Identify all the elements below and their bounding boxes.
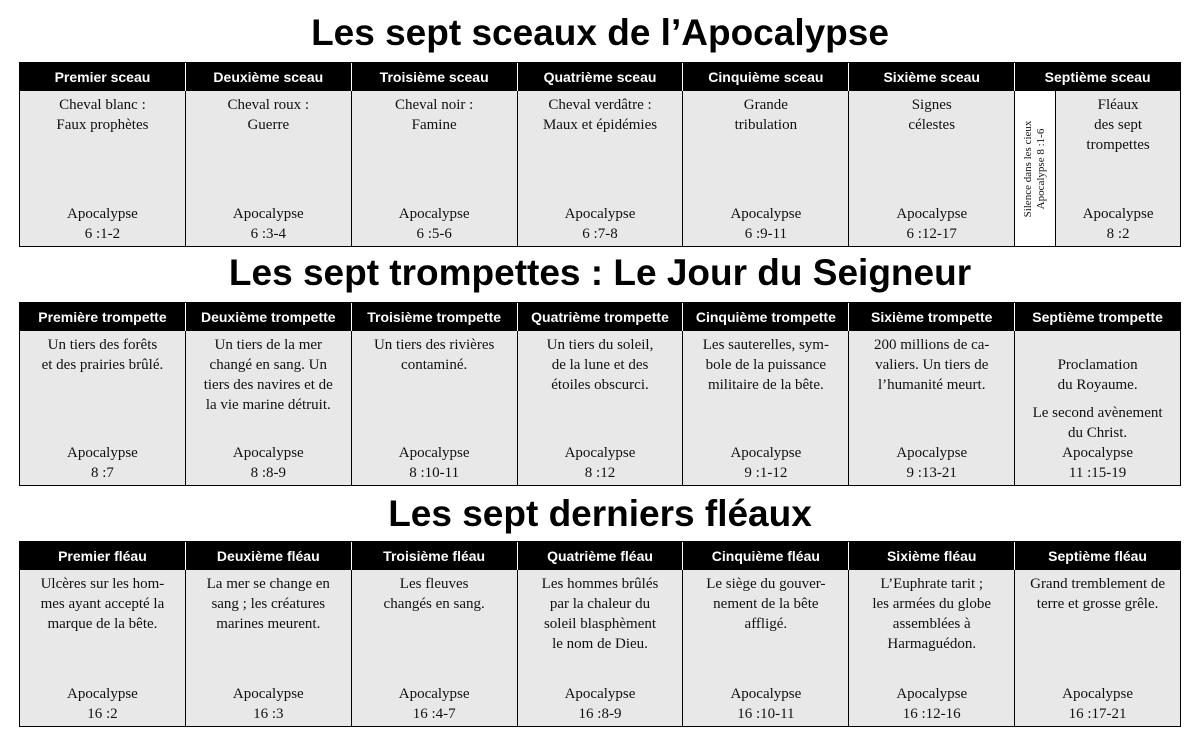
plague-cell [352,570,518,727]
trumpet-description: Un tiers des rivières contaminé. [373,337,495,373]
plague-cell [849,570,1015,727]
seal-description: Cheval blanc : Faux prophètes [56,97,149,133]
trumpets-title: Les sept trompettes : Le Jour du Seigneur [228,252,972,293]
trumpet-cell [186,331,352,486]
trumpet-cell [683,331,849,486]
plague-description: Le siège du gouver- nement de la bête affligé. [706,576,826,632]
trumpets-body-row [20,331,1181,486]
trumpets-header-row [20,303,1181,331]
seal-header: Septième sceau [1015,63,1181,91]
trumpet-description: Un tiers des forêts et des prairies brûlé. [41,337,164,373]
plague-description: Les fleuves changés en sang. [383,576,485,612]
plague-description: Les hommes brûlés par la chaleur du soleil blasphèment le nom de Dieu. [541,576,659,652]
plague-cell [186,570,352,727]
silence-text: Silence dans les cieux Apocalypse 8 :1-6 [1022,120,1048,217]
plagues-header-row [20,542,1181,570]
trumpet-description: Un tiers du soleil, de la lune et des étoiles obscurci. [546,337,654,393]
seal-reference: Apocalypse 8 :2 [1082,206,1154,242]
seal-header: Deuxième sceau [186,63,352,91]
seal-header: Cinquième sceau [683,63,849,91]
plague-description: L’Euphrate tarit ; les armées du globe assemblées à Harmaguédon. [872,576,992,652]
trumpet-header: Première trompette [20,303,186,331]
seal-header: Troisième sceau [352,63,518,91]
trumpet-description: Un tiers de la mer changé en sang. Un tiers des navires et de la vie marine détruit. [203,337,333,413]
seal-description: Fléaux des sept trompettes [1086,97,1150,153]
seal-cell-seventh [1015,91,1181,247]
seal-reference: Apocalypse 6 :1-2 [67,206,138,242]
plague-cell [1015,570,1181,727]
trumpet-reference: Apocalypse 8 :7 [67,445,138,481]
seal-reference: Apocalypse 6 :7-8 [564,206,636,242]
plague-description: Ulcères sur les hom- mes ayant accepté la marque de la bête. [40,576,165,632]
seventh-seal-content [1055,91,1180,246]
plague-reference: Apocalypse 16 :17-21 [1062,686,1133,722]
trumpet-header: Quatrième trompette [518,303,684,331]
plague-reference: Apocalypse 16 :2 [67,686,138,722]
seals-table [19,62,1181,247]
trumpet-cell [849,331,1015,486]
trumpets-table [19,302,1181,486]
trumpet-reference: Apocalypse 11 :15-19 [1062,445,1133,481]
seals-title: Les sept sceaux de l’Apocalypse [311,12,889,53]
plagues-table [19,541,1181,727]
seals-header-row [20,63,1181,91]
plague-description: La mer se change en sang ; les créatures marines meurent. [206,576,330,632]
plague-header: Quatrième fléau [518,542,684,570]
seal-description: Cheval roux : Guerre [227,97,310,133]
trumpet-header: Cinquième trompette [683,303,849,331]
trumpet-reference: Apocalypse 9 :1-12 [730,445,802,481]
trumpet-description-part2: Le second avènement du Christ. [1032,405,1163,441]
trumpet-reference: Apocalypse 8 :8-9 [232,445,304,481]
plague-reference: Apocalypse 16 :8-9 [564,686,636,722]
seal-cell [186,91,352,247]
trumpet-description: Les sauterelles, sym- bole de la puissance militaire de la bête. [702,337,829,393]
plagues-body-row [20,570,1181,727]
plague-cell [683,570,849,727]
plague-cell [518,570,684,727]
seal-cell [518,91,684,247]
seals-body-row [20,91,1181,247]
plagues-title: Les sept derniers fléaux [388,493,812,534]
seal-reference: Apocalypse 6 :12-17 [896,206,968,242]
plague-header: Cinquième fléau [683,542,849,570]
seal-cell [20,91,186,247]
seal-cell [352,91,518,247]
plague-reference: Apocalypse 16 :10-11 [730,686,802,722]
silence-side-label [1015,91,1055,246]
seal-cell [849,91,1015,247]
trumpet-header: Sixième trompette [849,303,1015,331]
trumpet-header: Septième trompette [1015,303,1181,331]
plague-description: Grand tremblement de terre et grosse grêle. [1030,576,1166,612]
seal-description: Cheval verdâtre : Maux et épidémies [542,97,658,133]
trumpet-reference: Apocalypse 8 :12 [564,445,636,481]
trumpet-description: 200 millions de ca- valiers. Un tiers de l’humanité meurt. [874,337,990,393]
trumpet-header: Deuxième trompette [186,303,352,331]
seal-description: Signes célestes [908,97,956,133]
trumpet-header: Troisième trompette [352,303,518,331]
trumpet-cell [1015,331,1181,486]
plague-reference: Apocalypse 16 :3 [232,686,304,722]
trumpet-reference: Apocalypse 9 :13-21 [896,445,968,481]
seal-reference: Apocalypse 6 :5-6 [398,206,470,242]
seal-header: Sixième sceau [849,63,1015,91]
seal-header: Quatrième sceau [518,63,684,91]
seal-reference: Apocalypse 6 :9-11 [730,206,802,242]
trumpet-reference: Apocalypse 8 :10-11 [398,445,470,481]
plague-header: Sixième fléau [849,542,1015,570]
plague-reference: Apocalypse 16 :12-16 [896,686,968,722]
plague-cell [20,570,186,727]
plague-header: Troisième fléau [352,542,518,570]
trumpet-description-part1: Proclamation du Royaume. [1057,357,1138,393]
trumpet-cell [518,331,684,486]
plague-header: Deuxième fléau [186,542,352,570]
trumpet-cell [20,331,186,486]
seal-description: Cheval noir : Famine [394,97,474,133]
plague-header: Premier fléau [20,542,186,570]
seal-reference: Apocalypse 6 :3-4 [232,206,304,242]
seal-cell [683,91,849,247]
seal-description: Grande tribulation [734,97,798,133]
plague-reference: Apocalypse 16 :4-7 [398,686,470,722]
trumpet-cell [352,331,518,486]
plague-header: Septième fléau [1015,542,1181,570]
seal-header: Premier sceau [20,63,186,91]
